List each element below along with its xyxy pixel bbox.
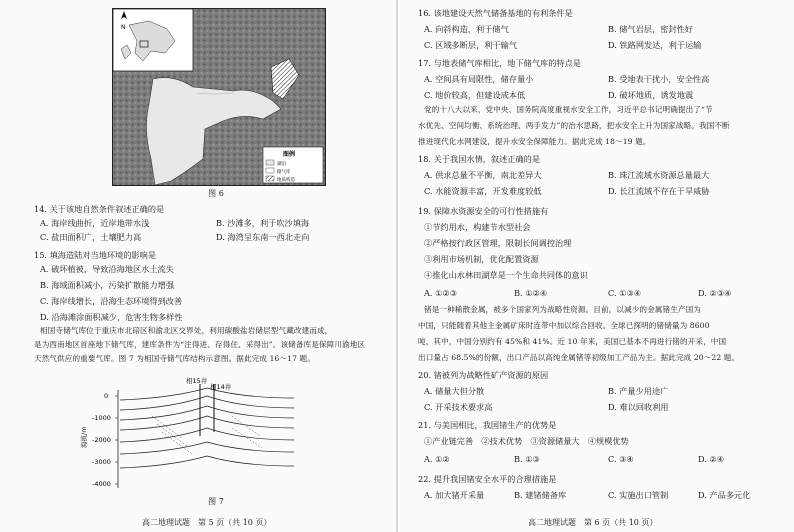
map-legend [263, 147, 323, 183]
q22-option-c[interactable]: C. 实施出口管制 [608, 490, 669, 500]
well-15-label: 相15井 [186, 377, 208, 385]
q18-option-a[interactable]: A. 供求总量不平衡，南北差异大 [424, 170, 542, 180]
q18-option-c[interactable]: C. 水能资源丰富，开发难度较低 [424, 186, 542, 196]
question-22-stem: 22. 提升我国锗安全水平的合理措施是 [418, 474, 557, 484]
q17-option-a[interactable]: A. 空间具有局限性，储存量小 [424, 74, 534, 84]
passage-20-22-line2: 中国，只能随着其他主金属矿床时连带中加以综合回收。全球已探明的锗储量为 8600 [418, 321, 710, 330]
question-18-stem: 18. 关于我国水情，叙述正确的是 [418, 154, 541, 164]
q20-option-d[interactable]: D. 难以回收利用 [608, 402, 669, 412]
passage-16-17-line2: 是为西南地区首座地下储气库，建库条件为“注得进、存得住、采得出”。该储备库是保障川渝地区 [34, 340, 366, 349]
q21-option-b[interactable]: B. ①③ [514, 454, 540, 464]
figure-6-map [112, 8, 326, 186]
q17-option-b[interactable]: B. 受地表干扰小，安全性高 [608, 74, 710, 84]
q15-option-c[interactable]: C. 海岸线增长，沿海生态环境得到改善 [40, 296, 183, 306]
q21-items: ①产业链完善 ②技术优势 ③资源储量大 ④规模优势 [424, 436, 629, 446]
ytick-4000: -4000 [92, 480, 111, 488]
q19-item-2: ②严格按行政区管理，限制长间调控治理 [424, 238, 572, 248]
legend-item-storage: 储气库 [277, 170, 291, 175]
q15-option-a[interactable]: A. 破坏植被，导致沿海地区水土流失 [40, 264, 174, 274]
q17-option-c[interactable]: C. 地价较高，但建设成本低 [424, 90, 526, 100]
question-17-stem: 17. 与地表储气库相比，地下储气库的特点是 [418, 58, 581, 68]
q17-option-d[interactable]: D. 破坏地质，诱发地震 [608, 90, 694, 100]
q19-item-3: ③利用市场机制，优化配置资源 [424, 254, 539, 264]
passage-16-17-line3: 天然气供应的重要气库。图 7 为相国寺储气库结构示意图。据此完成 16～17 题。 [34, 354, 315, 363]
legend-title: 图例 [283, 151, 296, 158]
q22-option-d[interactable]: D. 产品多元化 [698, 490, 751, 500]
page-footer-left: 高二地理试题 第 5 页（共 10 页） [142, 518, 272, 527]
q14-option-b[interactable]: B. 沙滩多，利于吹沙填海 [216, 218, 310, 228]
q16-option-b[interactable]: B. 储气岩层，密封性好 [608, 24, 693, 34]
q15-option-d[interactable]: D. 沿海滩涂面积减少，危害生物多样性 [40, 312, 183, 322]
q21-option-d[interactable]: D. ②④ [698, 454, 725, 464]
q20-option-c[interactable]: C. 开采技术要求高 [424, 402, 493, 412]
figure-6-caption: 图 6 [208, 189, 224, 198]
figure-7-cross-section [82, 376, 332, 494]
q14-option-c[interactable]: C. 盐田面积广，土壤肥力高 [40, 232, 142, 242]
q20-option-b[interactable]: B. 产量少用途广 [608, 386, 669, 396]
satellite-map [113, 9, 325, 185]
passage-20-22-line3: 吨，其中，中国分别约有 45%和 41%。近 10 年来，美国已基本不再进行锗的开采，中国 [418, 337, 727, 346]
question-19-stem: 19. 保障水资源安全的可行性措施有 [418, 206, 549, 216]
page-footer-right: 高二地理试题 第 6 页（共 10 页） [528, 518, 658, 527]
passage-18-19-line3: 推进现代化水网建设，提升水安全保障能力。据此完成 18～19 题。 [418, 137, 651, 146]
ytick-1000: -1000 [92, 414, 111, 422]
q22-option-a[interactable]: A. 加大锗开采量 [424, 490, 485, 500]
exam-page-left [0, 0, 396, 532]
exam-page-right [398, 0, 794, 532]
passage-20-22-line1: 锗是一种稀散金属，被多个国家列为战略性资源。目前，以减少的金属锗生产国为 [424, 305, 701, 314]
y-axis-label: 海拔/m [80, 426, 88, 448]
y-axis-ticks [92, 392, 118, 488]
passage-18-19-line1: 党的十八大以来，党中央、国务院高度重视水安全工作，习近平总书记明确提出了“节 [424, 105, 713, 114]
q18-option-d[interactable]: D. 长江流域不存在干旱威胁 [608, 186, 710, 196]
q21-option-c[interactable]: C. ③④ [608, 454, 634, 464]
question-16-stem: 16. 该地建设天然气储备基地的有利条件是 [418, 8, 573, 18]
q14-option-d[interactable]: D. 海湾呈东南一西北走向 [216, 232, 310, 242]
question-15-stem: 15. 填海造陆对当地环境的影响是 [34, 250, 157, 260]
q19-item-1: ①节约用水，构建节水型社会 [424, 222, 531, 232]
q19-option-b[interactable]: B. ①②④ [514, 288, 548, 298]
ytick-2000: -2000 [92, 436, 111, 444]
q21-option-a[interactable]: A. ①② [424, 454, 450, 464]
ytick-0: 0 [104, 392, 109, 400]
compass-label: N [121, 24, 126, 31]
q20-option-a[interactable]: A. 储量大但分散 [424, 386, 485, 396]
q16-option-a[interactable]: A. 向斜构造，利于储气 [424, 24, 509, 34]
well-14-label: 相14井 [210, 383, 232, 391]
legend-item-geology: 地质构造 [277, 178, 295, 183]
question-20-stem: 20. 锗被列为战略性矿产资源的原因 [418, 370, 549, 380]
q19-option-a[interactable]: A. ①②③ [424, 288, 458, 298]
q19-option-c[interactable]: C. ①③④ [608, 288, 642, 298]
q16-option-c[interactable]: C. 区域多断层，利于输气 [424, 40, 518, 50]
question-21-stem: 21. 与美国相比，我国锗生产的优势是 [418, 420, 557, 430]
q14-option-a[interactable]: A. 海岸线曲折，近岸地带水浅 [40, 218, 150, 228]
q19-item-4: ④推化山水林田湖草是一个生命共同体的意识 [424, 270, 588, 280]
legend-item-lake: 湖泊 [277, 162, 286, 167]
passage-18-19-line2: 水优先、空间均衡、系统治理、两手发力”的治水思路，把水安全上升为国家战略。我国不断 [418, 121, 730, 130]
q22-option-b[interactable]: B. 建锗储备库 [514, 490, 567, 500]
q18-option-b[interactable]: B. 珠江流域水资源总量最大 [608, 170, 710, 180]
figure-7-caption: 图 7 [208, 497, 224, 506]
rock-strata [120, 388, 294, 468]
question-14-stem: 14. 关于该地自然条件叙述正确的是 [34, 204, 165, 214]
passage-20-22-line4: 出口量占 68.5%的份额，出口产品以高纯金属锗等初级加工产品为主。据此完成 20～22 题。 [418, 353, 740, 362]
ytick-3000: -3000 [92, 458, 111, 466]
q15-option-b[interactable]: B. 海域面积减小，污染扩散能力增强 [40, 280, 175, 290]
q19-option-d[interactable]: D. ②③④ [698, 288, 732, 298]
passage-16-17-line1: 相国寺储气库位于重庆市北碚区和渝北区交界处，利用碳酸盐岩储层型气藏改建而成， [40, 326, 333, 335]
q16-option-d[interactable]: D. 铁路网发达，利于运输 [608, 40, 702, 50]
